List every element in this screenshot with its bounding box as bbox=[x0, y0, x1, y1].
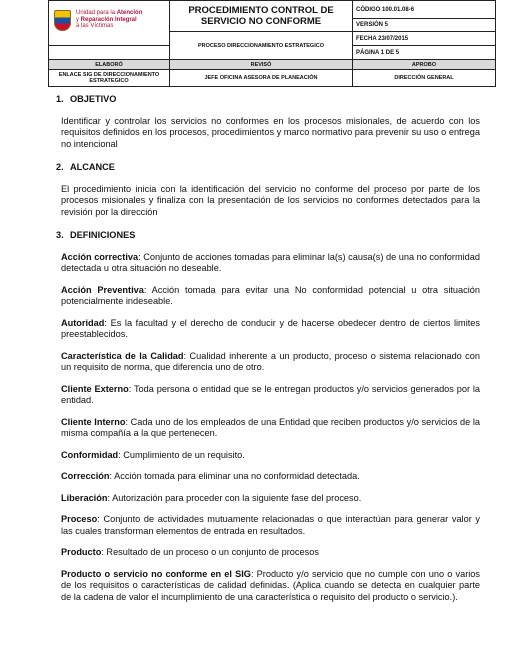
process-name: PROCESO DIRECCIONAMIENTO ESTRATEGICO bbox=[170, 32, 353, 60]
definition-text: : Acción tomada para eliminar una no conformidad detectada. bbox=[109, 471, 360, 481]
definition-text: : Producto y/o servicio que no cumple con uno o varios de los requisitos o características de calidad definidas. (Aplica cuando se detecta en cualquier parte de la cadena de valor el incumplimiento de una característica o requisito del producto o servicio.). bbox=[61, 568, 481, 602]
logo-cell bbox=[49, 1, 170, 46]
definition-text: : Toda persona o entidad que se le entregan productos y/o servicios generados por la entidad. bbox=[61, 383, 481, 405]
definition-term: Cliente Interno bbox=[61, 416, 126, 427]
definition-text: : Cumplimiento de un requisito. bbox=[118, 449, 245, 460]
definition-item bbox=[61, 285, 480, 308]
definition-text: : Cualidad inherente a un producto, proceso o sistema relacionado con un requisito de norma, que diferencia uno de otro. bbox=[61, 350, 480, 372]
document-date: FECHA 23/07/2015 bbox=[353, 32, 496, 46]
definition-term: Liberación bbox=[61, 492, 108, 503]
definition-item bbox=[61, 351, 480, 374]
definition-text: : Acción tomada para evitar una No conformidad potencial u otra situación potencialmente indeseable. bbox=[61, 284, 480, 306]
definition-item bbox=[61, 252, 480, 275]
definition-term: Acción correctiva bbox=[61, 251, 139, 262]
aprobo-value: DIRECCIÓN GENERAL bbox=[353, 70, 496, 87]
definition-term: Cliente Externo bbox=[61, 383, 129, 394]
definition-item bbox=[61, 417, 480, 440]
definition-item bbox=[61, 384, 480, 407]
definition-text: : Conjunto de actividades mutuamente relacionadas o que interactúan para generar valor y las cuales transforman elementos de entrada en resultados. bbox=[61, 514, 480, 536]
organization-logo bbox=[52, 1, 166, 45]
definition-item bbox=[61, 318, 480, 341]
document-body bbox=[56, 94, 480, 613]
elaboro-label: ELABORÓ bbox=[49, 60, 170, 70]
document-version: VERSIÓN 5 bbox=[353, 19, 496, 32]
reviso-value: JEFE OFICINA ASESORA DE PLANEACIÓN bbox=[170, 70, 353, 87]
definition-term: Acción Preventiva bbox=[61, 284, 144, 295]
definition-term: Corrección bbox=[61, 471, 110, 481]
definition-text: : Autorización para proceder con la siguiente fase del proceso. bbox=[107, 492, 362, 503]
coat-of-arms-icon bbox=[54, 10, 71, 31]
page-number: PÁGINA 1 DE 5 bbox=[353, 46, 496, 60]
document-title: PROCEDIMIENTO CONTROL DE SERVICIO NO CONFORME bbox=[170, 1, 353, 32]
definition-item bbox=[61, 514, 480, 537]
definition-text: : Es la facultad y el derecho de conducir y de hacerse obedecer dentro de ciertos limites preestablecidos. bbox=[61, 317, 480, 339]
definition-text: : Resultado de un proceso o un conjunto de procesos bbox=[101, 547, 319, 557]
document-header bbox=[48, 0, 496, 87]
organization-name: Unidad para la Atención y Reparación Integral a las Víctimas bbox=[76, 10, 143, 29]
definition-item bbox=[61, 493, 480, 505]
definition-term: Característica de la Calidad bbox=[61, 350, 184, 361]
document-code: CÓDIGO 100.01.08-6 bbox=[353, 1, 496, 19]
section-heading-objetivo: 1. OBJETIVO bbox=[56, 94, 117, 104]
reviso-label: REVISÓ bbox=[170, 60, 353, 70]
definition-item bbox=[61, 547, 480, 559]
definition-item bbox=[61, 450, 480, 462]
definition-text: : Conjunto de acciones tomadas para eliminar la(s) causa(s) de una no conformidad detectada u otra situación no deseable. bbox=[61, 251, 480, 273]
section-heading-definiciones: 3. DEFINICIONES bbox=[56, 230, 136, 240]
definition-term: Conformidad bbox=[61, 449, 119, 460]
definition-item bbox=[61, 471, 480, 483]
elaboro-value: ENLACE SIG DE DIRECCIONAMIENTO ESTRATEGICO bbox=[49, 70, 170, 87]
definition-term: Producto o servicio no conforme en el SIG bbox=[61, 568, 251, 579]
aprobo-label: APROBO bbox=[353, 60, 496, 70]
definition-item bbox=[61, 569, 480, 604]
section-heading-alcance: 2. ALCANCE bbox=[56, 162, 115, 172]
definition-term: Autoridad bbox=[61, 317, 105, 328]
objetivo-text: Identificar y controlar los servicios no conformes en los procesos misionales, de acuerdo con los requisitos definidos en los procesos, procedimientos y marco normativo para prevenir su uso o entrega no intencional bbox=[61, 115, 480, 149]
alcance-text: El procedimiento inicia con la identificación del servicio no conforme del proceso por parte de los procesos misionales y finaliza con la presentación de los servicios no conformes detectados para la revisión por la dirección bbox=[61, 183, 480, 217]
definition-term: Producto bbox=[61, 547, 102, 557]
definition-text: : Cada uno de los empleados de una Entidad que reciben productos y/o servicios de la misma compañía a la que pertenecen. bbox=[61, 416, 480, 438]
definition-term: Proceso bbox=[61, 514, 98, 524]
